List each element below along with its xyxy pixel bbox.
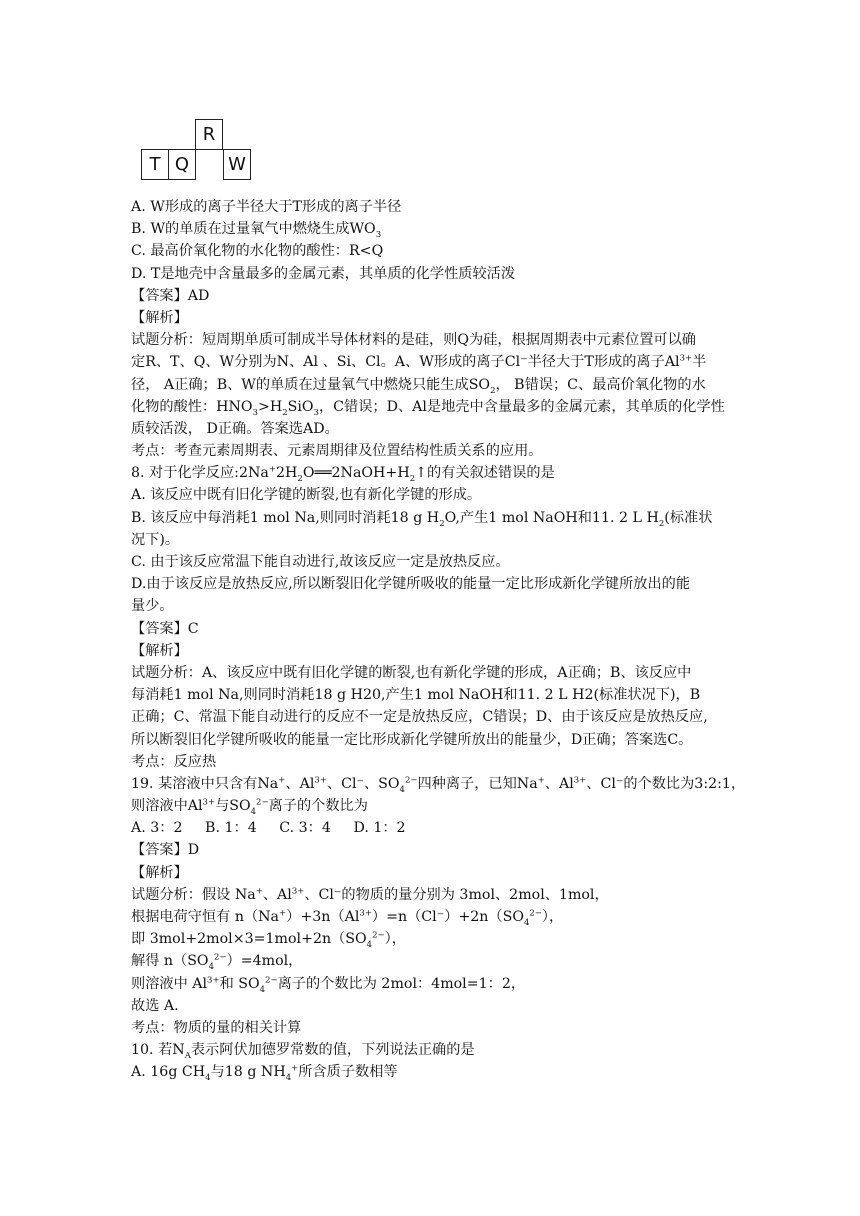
text-line: 每消耗1 mol Na,则同时消耗18 g H20,产生1 mol NaOH和11. 2 L H2(标准状况下)，B — [131, 687, 701, 704]
text-line: A. 3：2 B. 1：4 C. 3：4 D. 1：2 — [131, 820, 406, 837]
text-line: 考点：物质的量的相关计算 — [131, 1019, 302, 1036]
text-line: A. 16g $CH_4$与18 g $NH_4^+$所含质子数相等 — [131, 1063, 398, 1084]
cell-r: R — [195, 119, 223, 150]
text-line: 根据电荷守恒有 $n(Na^+)+3n(Al^{3+})=n(Cl^-)+2n(SO_4^{2-})$， — [131, 908, 564, 928]
text-line: 8. 对于化学反应$:2Na^+2H_2O══2NaOH+H_2↑$的有关叙述错误的是 — [131, 464, 555, 485]
text-line: 质较活泼， D正确。答案选AD。 — [131, 420, 339, 437]
text-line: 【解析】 — [131, 642, 188, 659]
text-line: 则溶液中 $Al^{3+}$和 $SO_4^{2-}$离子的个数比为 2mol：4mol=1：2， — [131, 974, 526, 995]
text-line: 10. 若$N_A$表示阿伏加德罗常数的值，下列说法正确的是 — [131, 1042, 475, 1061]
text-line: 试题分析：短周期单质可制成半导体材料的是硅，则Q为硅，根据周期表中元素位置可以确 — [131, 332, 696, 349]
text-line: 19. 某溶液中只含有Na+、$Al^{3+}$、Cl⁻、$SO_4^{2-}$四种离子，已知Na+、$Al^{3+}$、Cl⁻的个数比为3:2:1， — [131, 775, 746, 795]
text-line: 况下)。 — [131, 531, 180, 548]
cell-w: W — [223, 149, 251, 180]
text-line: 解得 $n(SO_4^{2-})=4mol$， — [131, 952, 303, 973]
text-line: C. 由于该反应常温下能自动进行,故该反应一定是放热反应。 — [131, 554, 510, 570]
text-line: 【答案】AD — [131, 287, 210, 304]
text-line: 量少。 — [131, 598, 174, 615]
text-line: 考点：反应热 — [131, 753, 217, 770]
text-line: 则溶液中$Al^{3+}$与$SO_4^{2-}$离子的个数比为 — [131, 797, 368, 817]
cell-q: Q — [168, 149, 196, 180]
text-line: 所以断裂旧化学键所吸收的能量一定比形成新化学键所放出的能量少，D正确；答案选C。 — [131, 731, 693, 748]
text-line: 考点：考查元素周期表、元素周期律及位置结构性质关系的应用。 — [131, 443, 543, 460]
text-line: 即 $3mol+2mol\times 3=1mol+2n(SO_4^{2-})$， — [131, 930, 406, 951]
text-line: 【解析】 — [131, 309, 188, 326]
text-line: 故选 A. — [131, 997, 179, 1014]
text-line: 【解析】 — [131, 864, 188, 881]
text-line: D.由于该反应是放热反应,所以断裂旧化学键所吸收的能量一定比形成新化学键所放出的能 — [131, 576, 691, 593]
text-line: 【答案】C — [131, 620, 199, 637]
text-line: A. W形成的离子半径大于T形成的离子半径 — [131, 199, 402, 215]
text-line: 试题分析：A、该反应中既有旧化学键的断裂,也有新化学键的形成，A正确；B、该反应中 — [131, 664, 692, 681]
text-line: 试题分析：假设 Na+、$Al^{3+}$、Cl⁻的物质的量分别为 3mol、2mol、1mol， — [131, 886, 609, 903]
text-line: 定R、T、Q、W分别为N、Al 、Si、Cl。A、W形成的离子Cl⁻半径大于T形成的离子$Al^{3+}$半 — [131, 353, 707, 371]
text-line: B. W的单质在过量氧气中燃烧生成$WO_3$ — [131, 221, 382, 241]
text-line: 【答案】D — [131, 842, 200, 859]
text-line: D. T是地壳中含量最多的金属元素，其单质的化学性质较活泼 — [131, 265, 516, 282]
text-line: A. 该反应中既有旧化学键的断裂,也有新化学键的形成。 — [131, 487, 482, 504]
text-line: 化物的酸性：$HNO_3>H_2SiO_3$，C错误；D、Al是地壳中含量最多的金属元素，其单质的化学性 — [131, 398, 725, 418]
text-line: B. 该反应中每消耗1 mol Na,则同时消耗18 g $H_2O$,产生1 mol NaOH和11. 2 L $H_2$(标准状 — [131, 509, 713, 529]
periodic-table-fragment — [141, 119, 255, 181]
document-body — [131, 196, 771, 1084]
text-line: 正确；C、常温下能自动进行的反应不一定是放热反应，C错误；D、由于该反应是放热反应, — [131, 709, 708, 726]
text-line: 径， A正确；B、W的单质在过量氧气中燃烧只能生成$SO_2$， B错误；C、最高价氧化物的水 — [131, 376, 706, 396]
cell-t: T — [141, 149, 169, 180]
text-line: C. 最高价氧化物的水化物的酸性：R<Q — [131, 243, 384, 260]
